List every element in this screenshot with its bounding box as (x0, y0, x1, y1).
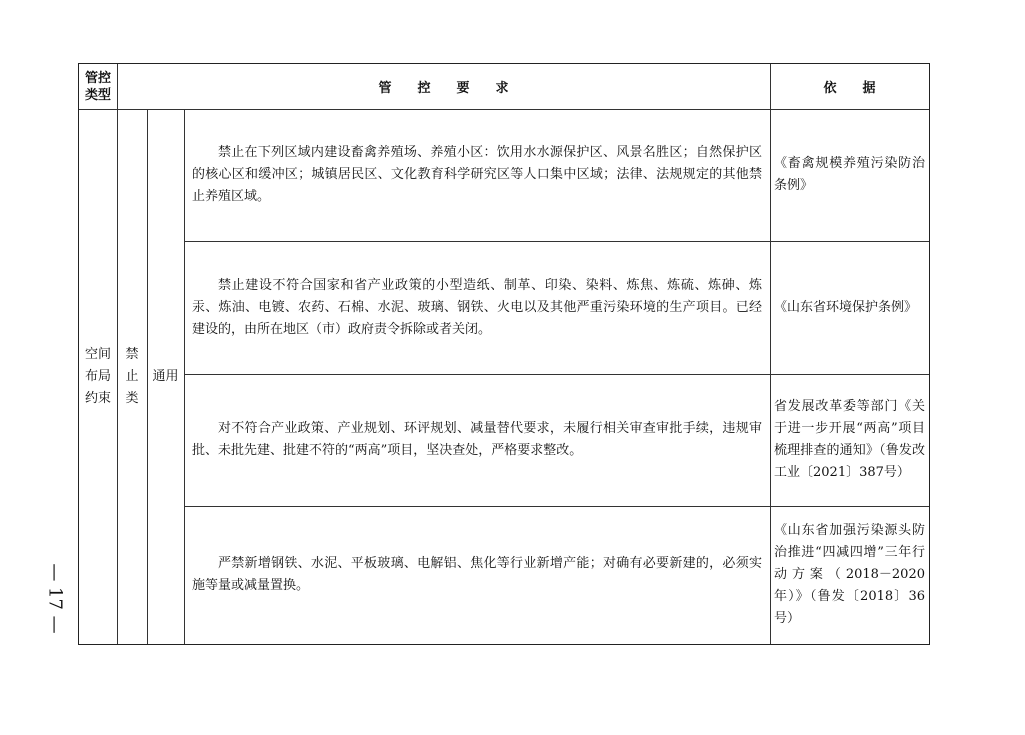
basis-text: 《山东省加强污染源头防治推进“四减四增”三年行动方案（2018－2020年）》（鲁发〔2018〕36号） (774, 523, 925, 626)
basis-row-1 (770, 109, 929, 241)
row-divider (184, 506, 929, 507)
requirement-text: 对不符合产业政策、产业规划、环评规划、减量替代要求，未履行相关审查审批手续，违规审批、未批先建、批建不符的“两高”项目，坚决查处，严格要求整改。 (192, 421, 762, 458)
col-divider (117, 64, 118, 644)
scope-cell: 通用 (152, 368, 179, 384)
basis-text: 省发展改革委等部门《关于进一步开展“两高”项目梳理排查的通知》（鲁发改工业〔2021〕387号） (774, 399, 925, 480)
row-divider (184, 374, 929, 375)
page-number: — 17 — (44, 562, 66, 634)
col-divider (770, 64, 771, 644)
header-type: 管控 类型 (84, 70, 111, 103)
requirement-text: 禁止在下列区域内建设畜禽养殖场、养殖小区：饮用水水源保护区、风景名胜区；自然保护区的核心区和缓冲区；城镇居民区、文化教育科学研究区等人口集中区域；法律、法规规定的其他禁止养殖区域。 (192, 145, 762, 204)
basis-row-3 (770, 374, 929, 506)
category-cell: 空间 布局 约束 (84, 346, 111, 406)
subtype-cell: 禁 止 类 (125, 346, 139, 406)
col-divider (184, 109, 185, 644)
row-divider (184, 241, 929, 242)
header-divider (79, 109, 929, 110)
basis-text: 《畜禽规模养殖污染防治条例》 (774, 156, 925, 193)
requirement-row-2 (184, 241, 770, 374)
requirement-text: 禁止建设不符合国家和省产业政策的小型造纸、制革、印染、染料、炼焦、炼硫、炼砷、炼汞、炼油、电镀、农药、石棉、水泥、玻璃、钢铁、火电以及其他严重污染环境的生产项目。已经建设的，由所在地区（市）政府责令拆除或者关闭。 (192, 277, 762, 337)
header-basis: 依 据 (823, 81, 876, 96)
basis-row-4 (770, 506, 929, 644)
basis-text: 《山东省环境保护条例》 (774, 299, 918, 315)
header-requirement: 管 控 要 求 (378, 81, 509, 96)
requirement-text: 严禁新增钢铁、水泥、平板玻璃、电解铝、焦化等行业新增产能；对确有必要新建的，必须实施等量或减量置换。 (192, 556, 762, 593)
col-divider (147, 109, 148, 644)
requirement-row-1 (184, 109, 770, 241)
requirement-row-4 (184, 506, 770, 644)
basis-row-2 (770, 241, 929, 374)
control-table (78, 63, 930, 645)
requirement-row-3 (184, 374, 770, 506)
